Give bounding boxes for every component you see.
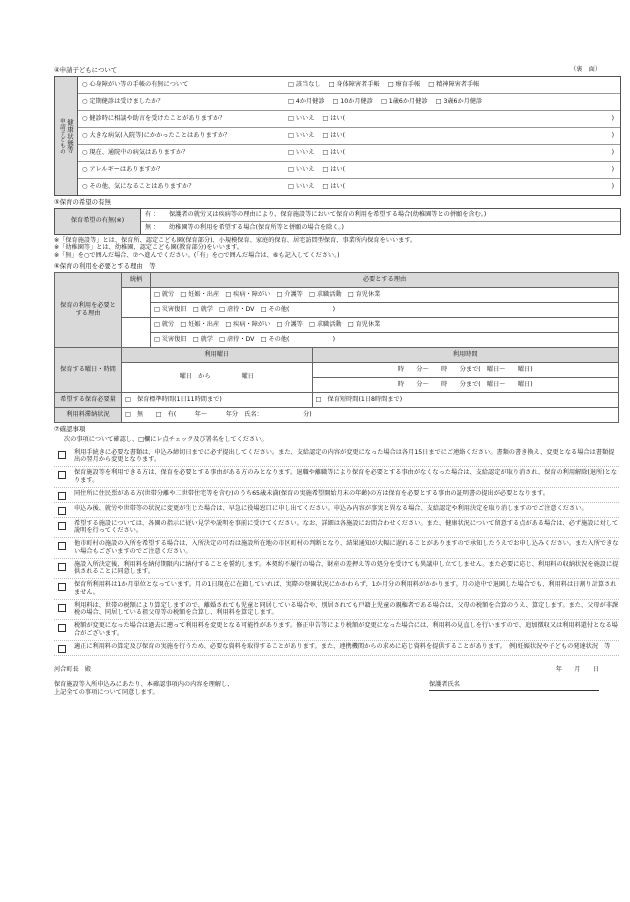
reason-header: 必要とする理由 bbox=[151, 272, 619, 287]
wish-yes-text: 保護者の就労又は疾病等の理由により、保育施設等において保育の利用を希望する場合(幼稚園等との併願を含む。) bbox=[169, 211, 487, 218]
use-time-field-2[interactable]: 時 分～ 時 分まで( 曜日～ 曜日) bbox=[312, 377, 618, 392]
use-day-header: 利用曜日 bbox=[122, 347, 313, 362]
note: ※「無」を○で囲んだ場合、⑦へ進んでください。(「有」を○で囲んだ場合は、⑥も記入してください。) bbox=[54, 252, 340, 259]
relation-cell-2[interactable] bbox=[122, 317, 151, 347]
health-question: 定期健診は受けましたか？ bbox=[89, 98, 164, 106]
checkbox[interactable] bbox=[58, 563, 66, 571]
checkbox[interactable] bbox=[58, 492, 66, 500]
checkbox-option[interactable]: □ はい( bbox=[322, 149, 346, 157]
health-question: その他、気になることはありますか？ bbox=[89, 183, 195, 191]
health-row: ○ 定期健診は受けましたか？ □ 4か月健診 □ 10か月健診 □ 1歳6か月健診 □ 3歳6か月健診 bbox=[78, 94, 620, 111]
wish-no-row[interactable] bbox=[141, 222, 620, 234]
checkbox-option[interactable]: □ 1歳6か月健診 bbox=[380, 98, 428, 106]
arrears-label: 利用料滞納状況 bbox=[55, 407, 122, 422]
health-row: ○ 現在、通院中の病気はありますか？ □ いいえ □ はい( ) bbox=[78, 145, 620, 162]
reason-options-1a[interactable]: □ 就労 □ 妊娠・出産 □ 疾病・障がい □ 介護等 □ 求職活動 □ 育児休業 bbox=[151, 287, 619, 302]
side-label: 健康状態等 bbox=[65, 118, 74, 154]
section-7-intro: 次の事項について確認し、□欄にレ点チェック及び署名をしてください。 bbox=[64, 435, 268, 443]
wish-no-key: 無 ： bbox=[145, 223, 160, 231]
checkbox-option[interactable]: □ はい( bbox=[322, 115, 346, 123]
paren-close: ) bbox=[611, 149, 614, 157]
checkbox-option[interactable]: □ はい( bbox=[322, 183, 346, 191]
checkbox-option[interactable]: □ 4か月健診 bbox=[288, 98, 325, 106]
checkbox[interactable] bbox=[58, 507, 66, 515]
wish-yes-row[interactable] bbox=[141, 209, 620, 222]
arrears-field[interactable]: □ 無 □ 有( 年～ 年分 氏名： 分) bbox=[122, 407, 619, 422]
checkbox-option[interactable]: □ いいえ bbox=[288, 166, 315, 174]
checkbox[interactable] bbox=[58, 604, 66, 612]
health-row: ○ 大きな病気(入院等)にかかったことはありますか？ □ いいえ □ はい( ) bbox=[78, 128, 620, 145]
section-5-title: ⑤保育の希望の有無 bbox=[54, 198, 111, 206]
checkbox-option[interactable]: □ 3歳6か月健診 bbox=[435, 98, 483, 106]
checkbox[interactable] bbox=[58, 451, 66, 459]
health-question: アレルギーはありますか？ bbox=[89, 166, 164, 174]
health-row: ○ アレルギーはありますか？ □ いいえ □ はい( ) bbox=[78, 162, 620, 179]
checkbox-option[interactable]: □ 10か月健診 bbox=[332, 98, 373, 106]
need-label: 希望する保育必要量 bbox=[55, 392, 122, 407]
paren-close: ) bbox=[611, 115, 614, 123]
confirmation-item: 利用手続きに必要な書類は、申込み締切日までに必ず提出してください。また、支給認定の内容が変更になった場合は各月15日までにご連絡ください。書類の書き換え、変更となる場合は書類提出の翌月から変更となります。 bbox=[54, 447, 619, 468]
standard-time-option[interactable]: □ 保育標準時間(1日11時間まで) bbox=[122, 392, 313, 407]
reason-table bbox=[54, 272, 619, 423]
health-question: 心身障がい等の手帳の有無について bbox=[89, 81, 189, 89]
confirmation-list bbox=[54, 447, 630, 656]
days-label: 保育する曜日・時間 bbox=[55, 347, 122, 392]
checkbox-option[interactable]: □ はい( bbox=[322, 132, 346, 140]
paren-close: ) bbox=[611, 166, 614, 174]
confirmation-item: 希望する施設については、各園の指示に従い見学や説明を事前に受けてください。なお、詳細は各施設にお問合わせください。また、健康状況について留意する点がある場合は、必ず施設に対して説明を行ってください。 bbox=[54, 518, 619, 539]
note: ※「保育施設等」とは、保育所、認定こども園(保育部分)、小規模保育、家庭的保育、居宅訪問型保育、事業所内保育をいいます。 bbox=[54, 236, 417, 244]
checkbox-option[interactable]: □ はい( bbox=[322, 166, 346, 174]
date-field[interactable]: 年 月 日 bbox=[555, 665, 599, 673]
childcare-wish-table bbox=[54, 208, 621, 235]
signature-footer bbox=[54, 666, 619, 697]
checkbox-option[interactable]: □ 該当なし bbox=[288, 81, 321, 89]
checkbox-option[interactable]: □ 療育手帳 bbox=[387, 81, 421, 89]
reason-label: 保育の利用を必要とする理由 bbox=[55, 272, 122, 347]
use-day-field[interactable]: 曜日 から 曜日 bbox=[122, 362, 313, 392]
checkbox-option[interactable]: □ いいえ bbox=[288, 115, 315, 123]
confirmation-item: 他市町村の施設の入所を希望する場合は、入所決定の可否は施設所在地の市区町村の判断となり、結果通知が大幅に遅れることがありますので承知したうえでお申し込みください。また入所できない場合もございますのでご注意ください。 bbox=[54, 538, 619, 559]
section-6-title: ⑥保育の利用を必要とする理由 等 bbox=[54, 261, 156, 270]
addressee: 河合町長 殿 bbox=[54, 665, 92, 673]
checkbox-option[interactable]: □ いいえ bbox=[288, 149, 315, 157]
side-sublabel: 申請子どもの bbox=[58, 117, 65, 155]
health-rows bbox=[78, 77, 620, 195]
health-table bbox=[54, 76, 621, 196]
confirmation-item: 申込み後、就労や世帯等の状況に変更が生じた場合は、早急に役場窓口に申し出てください。申込み内容が事実と異なる場合、支給認定や利用決定を取り消しますのでご注意ください。 bbox=[54, 503, 619, 518]
checkbox-option[interactable]: □ 精神障害者手帳 bbox=[428, 81, 480, 89]
checkbox[interactable] bbox=[58, 624, 66, 632]
section-7-title: ⑦確認事項 bbox=[54, 424, 86, 433]
health-side-label bbox=[55, 77, 78, 195]
confirmation-item: 税額が変更になった場合は過去に遡って利用料を変更となる可能性があります。修正申告等により税額が変更になった場合には、利用料の見直しを行いますので、追加徴収又は利用料還付となる場合がございます。 bbox=[54, 620, 619, 641]
checkbox-option[interactable]: □ いいえ bbox=[288, 183, 315, 191]
health-row: ○ 健診時に相談や助言を受けたことがありますか？ □ いいえ □ はい( ) bbox=[78, 111, 620, 128]
health-question: 大きな病気(入院等)にかかったことはありますか？ bbox=[89, 132, 231, 140]
checkbox[interactable] bbox=[58, 471, 66, 479]
section-4 bbox=[54, 66, 630, 74]
wish-yes-key: 有 ： bbox=[145, 211, 160, 218]
confirmation-item: 施設入所決定後、利用料を納付期限内に納付することを誓約します。本契約不履行の場合、財産の差押え等の処分を受けても異議申し立てしません。また必要に応じ、利用料の収納状況を施設に提供されることに同意します。 bbox=[54, 559, 619, 580]
health-row: ○ 心身障がい等の手帳の有無について □ 該当なし □ 身体障害者手帳 □ 療育手帳 □ 精神障害者手帳 bbox=[78, 77, 620, 94]
use-time-header: 利用時間 bbox=[312, 347, 618, 362]
agreement-line-2: 上記全ての事項について同意します。 bbox=[54, 689, 159, 696]
confirmation-item: 同住所に住民票がある方(世帯分離や二世帯住宅等を含む)のうち65歳未満(保育の実施希望開始月末の年齢)の方は保育を必要とする事由の証明書の提出が必要となります。 bbox=[54, 488, 619, 503]
note: ※「幼稚園等」とは、幼稚園、認定こども園(教育部分)をいいます。 bbox=[54, 244, 243, 252]
health-question: 現在、通院中の病気はありますか？ bbox=[89, 149, 189, 157]
confirmation-item: 適正に利用料の算定及び保育の実施を行うため、必要な資料を取得することがあります。また、連携機関からの求めに応じ資料を提供することがあります。 例)妊娠状況や子どもの発達状況 等 bbox=[54, 641, 619, 656]
checkbox[interactable] bbox=[58, 583, 66, 591]
reason-options-2b[interactable]: □ 災害復旧 □ 就学 □ 虐待・DV □ その他( ) bbox=[151, 332, 619, 347]
childcare-wish-label: 保育希望の有無(※) bbox=[55, 209, 141, 234]
health-question: 健診時に相談や助言を受けたことがありますか？ bbox=[89, 115, 226, 123]
relation-cell-1[interactable] bbox=[122, 287, 151, 317]
wish-no-text: 幼稚園等の利用を希望する場合(保育所等と併願の場合を除く。) bbox=[169, 223, 344, 231]
agreement-line-1: 保育施設等入所申込みにあたり、本確認事項内の内容を理解し、 bbox=[54, 681, 234, 689]
section-4-title: ④申請子どもについて bbox=[54, 66, 118, 74]
confirmation-item: 保育施設等を利用できる方は、保育を必要とする事由がある方のみとなります。退職や離職等により保育を必要とする事由がなくなった場合は、支給認定が取り消され、保育の利用解除(退所)となります。 bbox=[54, 467, 619, 488]
checkbox-option[interactable]: □ 身体障害者手帳 bbox=[328, 81, 380, 89]
form-page bbox=[54, 64, 630, 697]
checkbox[interactable] bbox=[58, 542, 66, 550]
short-time-option[interactable]: □ 保育短時間(1日8時間まで) bbox=[312, 392, 618, 407]
checkbox[interactable] bbox=[58, 645, 66, 653]
guardian-signature-field[interactable]: 保護者氏名 bbox=[429, 681, 599, 691]
use-time-field-1[interactable]: 時 分～ 時 分まで( 曜日～ 曜日) bbox=[312, 362, 618, 377]
health-row: ○ その他、気になることはありますか？ □ いいえ □ はい( ) bbox=[82, 183, 614, 191]
checkbox-option[interactable]: □ いいえ bbox=[288, 132, 315, 140]
relation-header: 続柄 bbox=[122, 272, 151, 287]
page-side-label: （裏 面） bbox=[570, 66, 601, 73]
reason-options-1b[interactable]: □ 災害復旧 □ 就学 □ 虐待・DV □ その他( ) bbox=[151, 302, 619, 317]
reason-options-2a[interactable]: □ 就労 □ 妊娠・出産 □ 疾病・障がい □ 介護等 □ 求職活動 □ 育児休業 bbox=[151, 317, 619, 332]
checkbox[interactable] bbox=[58, 522, 66, 530]
confirmation-item: 保育所利用料は1か月単位となっています。月の1日現在に在籍していれば、実際の登園状況にかかわらず、1か月分の利用料がかかります。月の途中で退園した場合でも、利用料は日割り計算されません。 bbox=[54, 579, 619, 600]
paren-close: ) bbox=[611, 132, 614, 140]
section-5-notes bbox=[54, 237, 630, 260]
paren-close: ) bbox=[611, 183, 614, 191]
confirmation-item: 利用料は、世帯の税額により算定しますので、離婚されても児童と同居している場合や、別居されても戸籍上児童の親権者である場合は、父母の税額を合算のうえ、算定します。また、父母が非課税の場合、同居している祖父母等の税額を合算し、利用料を算定します。 bbox=[54, 600, 619, 621]
